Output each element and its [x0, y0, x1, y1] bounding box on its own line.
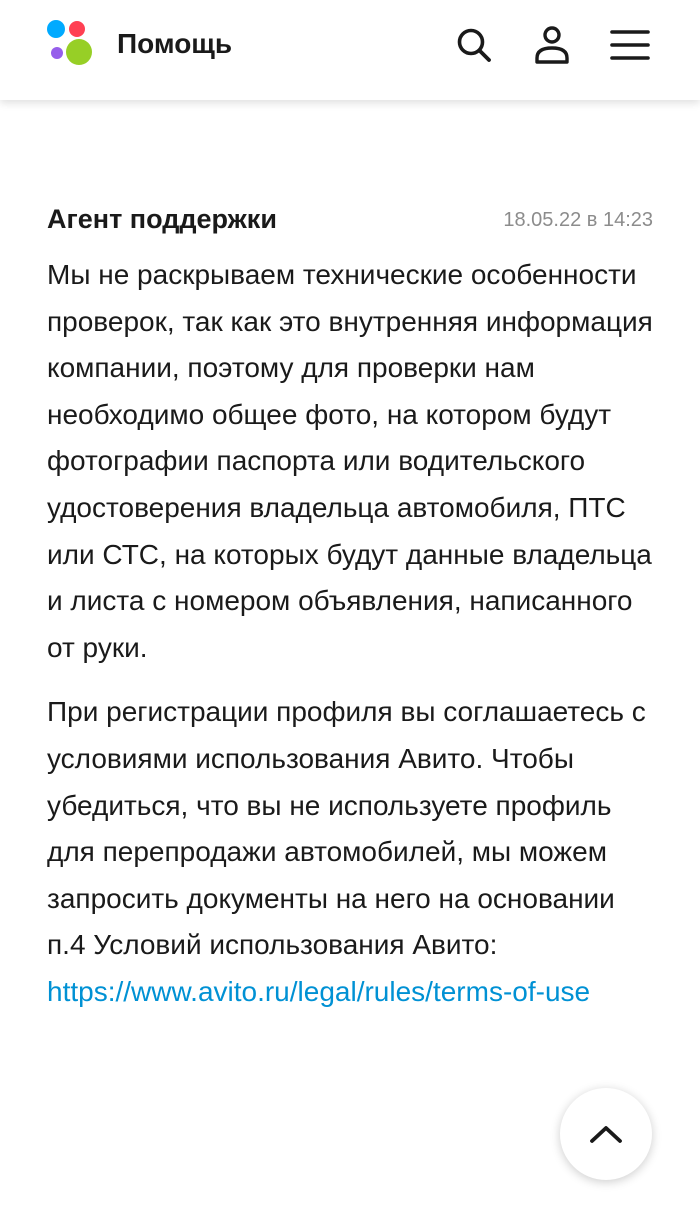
terms-of-use-link[interactable]: https://www.avito.ru/legal/rules/terms-of-use [47, 975, 591, 1007]
logo-dot-purple [51, 47, 63, 59]
avito-logo-icon[interactable] [47, 20, 93, 66]
chevron-up-icon [586, 1116, 626, 1152]
message-paragraph-text: При регистрации профиля вы соглашаетесь с условиями использования Авито. Чтобы убедиться, что вы не используете профиль для перепродажи автомобилей, мы можем запросить документы на него на основании п.4 Условий использования Авито: [47, 696, 646, 961]
logo-dot-green [66, 39, 92, 65]
message-timestamp: 18.05.22 в 14:23 [503, 209, 653, 231]
profile-icon[interactable] [532, 25, 572, 65]
menu-icon[interactable] [610, 25, 650, 65]
support-message [47, 200, 657, 1016]
search-icon[interactable] [454, 25, 494, 65]
page-title[interactable]: Помощь [117, 28, 233, 59]
header-bar [0, 0, 700, 100]
message-header [47, 200, 657, 240]
message-paragraph [47, 689, 657, 1015]
message-paragraph: Мы не раскрываем технические особенности проверок, так как это внутренняя информация компании, поэтому для проверки нам необходимо общее фото, на котором будут фотографии паспорта или водительского удостоверения владельца автомобиля, ПТС или СТС, на которых будут данные владельца и листа с номером объявления, написанного от руки. [47, 259, 653, 663]
logo-dot-red [69, 21, 85, 37]
message-author: Агент поддержки [47, 204, 277, 234]
logo-dot-blue [47, 20, 65, 38]
scroll-to-top-button[interactable] [560, 1088, 652, 1180]
